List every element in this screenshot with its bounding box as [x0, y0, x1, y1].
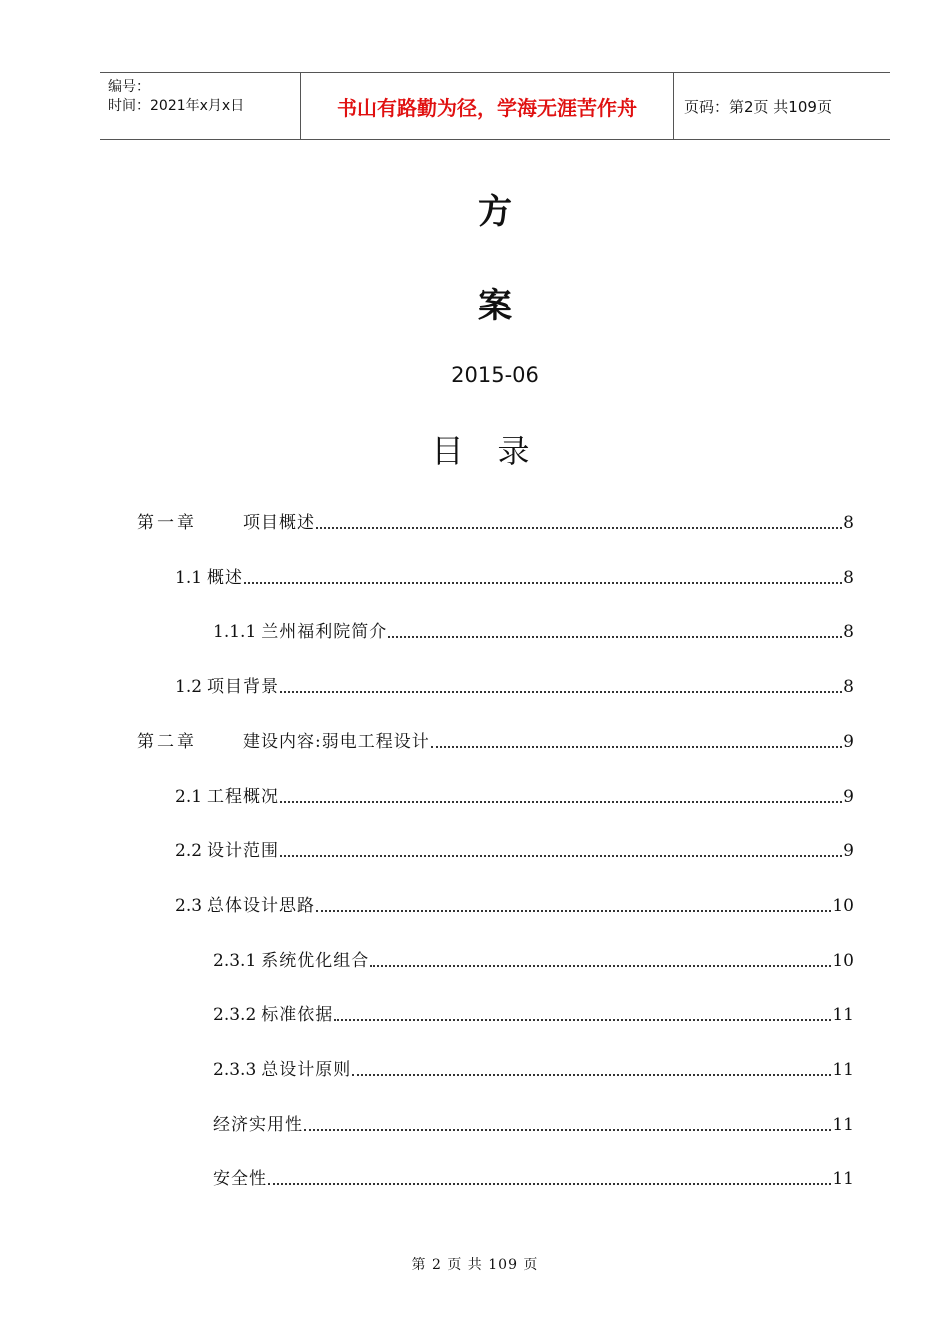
- toc-entry-number: 2.3.3: [213, 1060, 257, 1080]
- toc-entry-label: [137, 731, 430, 753]
- toc-entry-text: 安全性: [213, 1169, 267, 1189]
- toc-entry-text: 经济实用性: [213, 1115, 303, 1135]
- page-footer: 第 2 页 共 109 页: [411, 1257, 539, 1273]
- toc-entry-text: 总设计原则: [261, 1060, 352, 1080]
- toc-leader-dots: [280, 800, 842, 803]
- toc-leader-dots: [352, 1073, 831, 1076]
- toc-entry[interactable]: [137, 510, 854, 534]
- toc-entry-label: [175, 786, 279, 808]
- toc-leader-dots: [388, 635, 842, 638]
- toc-entry[interactable]: [213, 1057, 854, 1081]
- toc-entry-page: 10: [832, 896, 854, 916]
- header-meta: [100, 73, 301, 139]
- toc-entry-page: 8: [843, 568, 854, 588]
- toc-entry[interactable]: [175, 784, 854, 808]
- toc-entry-number: 2.3: [175, 896, 203, 916]
- header-motto: 书山有路勤为径，学海无涯苦作舟: [301, 73, 674, 139]
- toc-entry-label: [213, 1059, 351, 1081]
- toc-entry-page: 11: [832, 1060, 854, 1080]
- toc-entry-label: [175, 895, 315, 917]
- toc-leader-dots: [244, 581, 842, 584]
- toc-entry-text: 兰州福利院简介: [261, 622, 388, 642]
- toc-entry-label: [175, 676, 279, 698]
- toc-entry[interactable]: [175, 838, 854, 862]
- toc-entry-page: 8: [843, 513, 854, 533]
- toc-entry-page: 8: [843, 677, 854, 697]
- toc-leader-dots: [280, 690, 842, 693]
- toc-entry[interactable]: [175, 565, 854, 589]
- toc-entry-page: 8: [843, 622, 854, 642]
- page-header: [100, 72, 890, 140]
- title-char-2: 案: [478, 286, 512, 326]
- toc-entry-text: 总体设计思路: [207, 896, 316, 916]
- toc-title: 目录: [431, 432, 564, 470]
- toc-entry-number: 2.3.2: [213, 1005, 257, 1025]
- toc-entry-text: 设计范围: [207, 841, 280, 861]
- toc-leader-dots: [431, 745, 842, 748]
- toc-entry-page: 11: [832, 1115, 854, 1135]
- toc-entry-text: 标准依据: [261, 1005, 334, 1025]
- toc-entry-number: 第二章: [137, 732, 197, 752]
- toc-entry-text: 项目背景: [207, 677, 280, 697]
- toc-entry-number: 1.1: [175, 568, 203, 588]
- toc-entry-label: [213, 621, 387, 643]
- toc-entry-text: 工程概况: [207, 787, 280, 807]
- toc-leader-dots: [304, 1128, 831, 1131]
- time-label: 时间：2021年x月x日: [108, 98, 245, 114]
- header-page-info: 页码：第2页 共109页: [684, 97, 832, 116]
- toc-entry-number: 2.2: [175, 841, 203, 861]
- toc-entry-page: 11: [832, 1169, 854, 1189]
- toc-entry[interactable]: [175, 893, 854, 917]
- toc-entry[interactable]: [213, 1002, 854, 1026]
- toc-entry-number: 2.3.1: [213, 951, 257, 971]
- toc-entry-label: [213, 1004, 333, 1026]
- toc-entry[interactable]: [213, 948, 854, 972]
- number-label: 编号：: [108, 79, 150, 95]
- toc-entry-page: 10: [832, 951, 854, 971]
- toc-entry-label: [175, 840, 279, 862]
- toc-entry-text: 项目概述: [243, 513, 315, 533]
- toc-entry-label: [175, 567, 243, 589]
- toc-entry[interactable]: [137, 729, 854, 753]
- toc-entry[interactable]: [213, 1112, 854, 1136]
- toc-leader-dots: [316, 909, 831, 912]
- toc-entry-text: 建设内容:弱电工程设计: [243, 732, 430, 752]
- toc-entry-label: [213, 1168, 267, 1190]
- toc-entry[interactable]: [213, 1166, 854, 1190]
- toc-leader-dots: [316, 526, 842, 529]
- toc-leader-dots: [268, 1182, 831, 1185]
- toc-entry-number: 第一章: [137, 513, 197, 533]
- toc-leader-dots: [370, 964, 831, 967]
- toc-entry-label: [213, 1114, 303, 1136]
- toc-entry-page: 9: [843, 841, 854, 861]
- toc-entry-page: 11: [832, 1005, 854, 1025]
- toc-entry-number: 2.1: [175, 787, 203, 807]
- toc-entry[interactable]: [213, 619, 854, 643]
- toc-entry-number: 1.1.1: [213, 622, 257, 642]
- toc-entry-label: [213, 950, 369, 972]
- document-date: 2015-06: [451, 363, 539, 387]
- toc-entry-text: 概述: [207, 568, 244, 588]
- toc-leader-dots: [280, 854, 842, 857]
- toc-entry-page: 9: [843, 732, 854, 752]
- toc-entry[interactable]: [175, 674, 854, 698]
- toc-entry-text: 系统优化组合: [261, 951, 370, 971]
- toc-entry-page: 9: [843, 787, 854, 807]
- title-char-1: 方: [478, 192, 512, 232]
- toc-entry-number: 1.2: [175, 677, 203, 697]
- toc-leader-dots: [334, 1018, 831, 1021]
- toc-entry-label: [137, 512, 315, 534]
